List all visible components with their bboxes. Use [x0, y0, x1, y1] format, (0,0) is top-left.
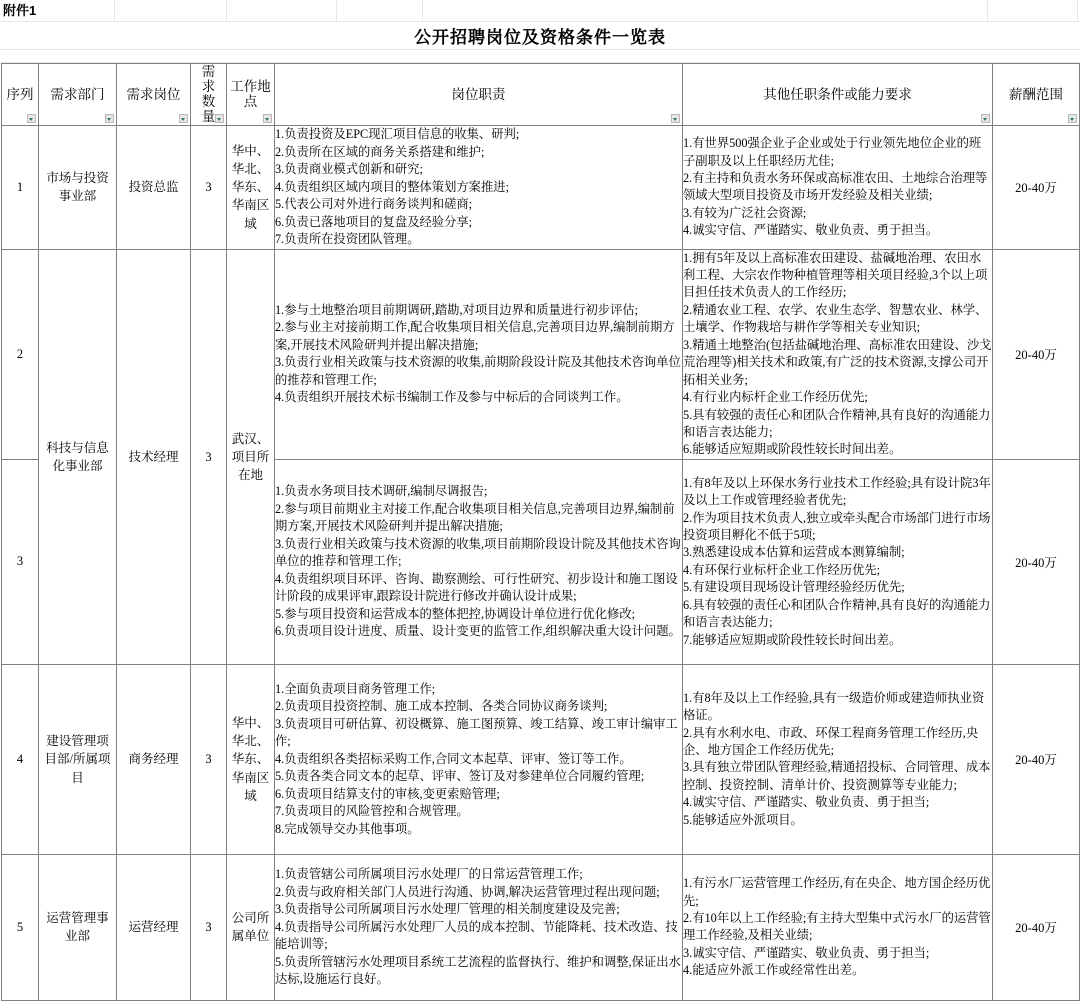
list-item: 1.拥有5年及以上高标准农田建设、盐碱地治理、农田水利工程、大宗农作物种植管理等相关项目经验,3个以上项目担任技术负责人的工作经历;: [683, 250, 988, 300]
column-header-requirements[interactable]: [683, 64, 993, 126]
list-item: 1.有世界500强企业子企业或处于行业领先地位企业的班子副职及以上任职经历尤佳;: [683, 136, 982, 168]
list-item: 6.能够适应短期或阶段性较长时间出差。: [683, 442, 902, 457]
cell-department: [39, 854, 117, 1000]
cell-salary: 20-40万: [993, 249, 1080, 459]
list-item: 3.负责行业相关政策与技术资源的收集,前期阶段设计院及其他技术咨询单位的推荐和管理工作;: [275, 355, 681, 387]
list-item: 5.具有较强的责任心和团队合作精神,具有良好的沟通能力和语言表达能力;: [683, 407, 991, 440]
list-item: 2.有10年以上工作经验;有主持大型集中式污水厂的运营管理工作经验,及相关业绩;: [683, 910, 991, 943]
cell-seq: 3: [2, 459, 39, 664]
cell-seq: 1: [2, 126, 39, 249]
cell-department: [39, 249, 117, 664]
cell-requirements: [683, 459, 993, 664]
cell-location: [227, 249, 275, 664]
list-item: 3.有较为广泛社会资源;: [683, 205, 807, 220]
column-header-location-label: 工作地点: [230, 79, 271, 110]
filter-dropdown-icon[interactable]: [1068, 114, 1077, 123]
filter-dropdown-icon[interactable]: [671, 114, 680, 123]
list-item: 4.能适应外派工作或经常性出差。: [683, 963, 865, 978]
cell-position: [117, 249, 191, 664]
list-item: 2.参与业主对接前期工作,配合收集项目相关信息,完善项目边界,编制前期方案,开展技术风险研判并提出解决措施;: [275, 320, 675, 352]
list-item: 3.负责指导公司所属项目污水处理厂管理的相关制度建设及完善;: [275, 902, 620, 917]
list-item: 1.有8年及以上工作经验,具有一级造价师或建造师执业资格证。: [683, 690, 985, 723]
list-item: 6.负责已落地项目的复盘及经验分享;: [275, 214, 473, 229]
recruitment-table: [1, 63, 1080, 1001]
cell-department-text: 建设管理项目部/所属项目: [44, 734, 111, 785]
cell-salary: 20-40万: [993, 854, 1080, 1000]
list-item: 2.精通农业工程、农学、农业生态学、智慧农业、林学、土壤学、作物栽培与耕作学等相关专业知识;: [683, 302, 988, 335]
cell-quantity: 3: [191, 664, 227, 854]
column-header-position[interactable]: [117, 64, 191, 126]
list-item: 2.作为项目技术负责人,独立或牵头配合市场部门进行市场投资项目孵化不低于5项;: [683, 510, 991, 543]
list-item: 4.诚实守信、严谨踏实、敬业负责、勇于担当。: [683, 223, 939, 238]
list-item: 3.精通土地整治(包括盐碱地治理、高标准农田建设、沙戈荒治理等)相关技术和政策,有广泛的技术资源,支撑公司开拓相关业务;: [683, 337, 992, 387]
cell-duties: [275, 459, 683, 664]
cell-location-text: 公司所属单位: [231, 911, 270, 944]
list-item: 2.负责与政府相关部门人员进行沟通、协调,解决运营管理过程出现问题;: [275, 884, 660, 899]
blank-cell: [988, 0, 1078, 22]
column-header-duties[interactable]: [275, 64, 683, 126]
cell-salary: 20-40万: [993, 126, 1080, 249]
column-header-quantity[interactable]: [191, 64, 227, 126]
list-item: 8.完成领导交办其他事项。: [275, 821, 420, 836]
cell-quantity: 3: [191, 249, 227, 664]
list-item: 3.熟悉建设成本估算和运营成本测算编制;: [683, 545, 905, 560]
list-item: 4.负责组织各类招标采购工作,合同文本起草、评审、签订等工作。: [275, 751, 632, 766]
list-item: 1.全面负责项目商务管理工作;: [275, 681, 436, 696]
table-row[interactable]: [2, 854, 1080, 1000]
cell-requirements: [683, 854, 993, 1000]
column-header-salary[interactable]: [993, 64, 1080, 126]
table-row[interactable]: [2, 664, 1080, 854]
filter-dropdown-icon[interactable]: [215, 114, 224, 123]
list-item: 3.负责商业模式创新和研究;: [275, 162, 423, 177]
list-item: 6.负责项目设计进度、质量、设计变更的监管工作,组织解决重大设计问题。: [275, 624, 681, 639]
blank-cell: [423, 0, 988, 22]
blank-cell: [337, 0, 423, 22]
attachment-label-row: [0, 0, 1080, 22]
cell-requirements: [683, 664, 993, 854]
column-header-department-label: 需求部门: [50, 86, 105, 102]
list-item: 3.具有独立带团队管理经验,精通招投标、合同管理、成本控制、投资控制、清单计价、投资测算等专业能力;: [683, 760, 991, 792]
cell-requirements: [683, 249, 993, 459]
table-row[interactable]: [2, 126, 1080, 249]
cell-requirements: [683, 126, 993, 249]
list-item: 4.诚实守信、严谨踏实、敬业负责、勇于担当;: [683, 795, 930, 810]
cell-department-text: 市场与投资事业部: [46, 171, 109, 204]
list-item: 1.有8年及以上环保水务行业技术工作经验;具有设计院3年及以上工作或管理经验者优先;: [683, 475, 991, 508]
cell-quantity: 3: [191, 854, 227, 1000]
list-item: 2.有主持和负责水务环保或高标准农田、土地综合治理等领域大型项目投资及市场开发经验及相关业绩;: [683, 170, 988, 203]
blank-cell: [227, 0, 337, 22]
table-body: [2, 126, 1080, 1001]
cell-location-text: 华中、华北、华东、华南区域: [231, 716, 270, 803]
list-item: 5.负责所管辖污水处理项目系统工艺流程的监督执行、维护和调整,保证出水达标,设施运行良好。: [275, 954, 681, 987]
list-item: 1.参与土地整治项目前期调研,踏勘,对项目边界和质量进行初步评估;: [275, 302, 639, 317]
column-header-seq[interactable]: [2, 64, 39, 126]
column-header-requirements-label: 其他任职条件或能力要求: [763, 86, 912, 102]
list-item: 4.负责组织项目环评、咨询、勘察测绘、可行性研究、初步设计和施工图设计阶段的成果评审,跟踪设计院进行修改并确认设计成果;: [275, 571, 678, 604]
filter-dropdown-icon[interactable]: [105, 114, 114, 123]
cell-seq: 4: [2, 664, 39, 854]
filter-dropdown-icon[interactable]: [27, 114, 36, 123]
list-item: 5.有建设项目现场设计管理经验经历优先;: [683, 580, 905, 595]
list-item: 2.负责项目投资控制、施工成本控制、各类合同协议商务谈判;: [275, 699, 608, 714]
cell-position: [117, 854, 191, 1000]
spacer-row: [0, 50, 1080, 63]
cell-seq: 2: [2, 249, 39, 459]
cell-duties: [275, 126, 683, 249]
list-item: 5.代表公司对外进行商务谈判和磋商;: [275, 197, 473, 212]
list-item: 4.负责组织开展技术标书编制工作及参与中标后的合同谈判工作。: [275, 390, 629, 405]
list-item: 4.有行业内标杆企业工作经历优先;: [683, 390, 868, 405]
cell-position: [117, 126, 191, 249]
cell-salary: 20-40万: [993, 459, 1080, 664]
cell-location-text: 华中、华北、华东、华南区域: [231, 144, 270, 231]
attachment-label: 附件1: [0, 0, 115, 22]
cell-seq: 5: [2, 854, 39, 1000]
document-title-row: [0, 22, 1080, 50]
cell-location: [227, 126, 275, 249]
column-header-location[interactable]: [227, 64, 275, 126]
column-header-department[interactable]: [39, 64, 117, 126]
list-item: 7.负责项目的风险管控和合规管理。: [275, 804, 469, 819]
list-item: 5.参与项目投资和运营成本的整体把控,协调设计单位进行优化修改;: [275, 606, 636, 621]
list-item: 4.有环保行业标杆企业工作经历优先;: [683, 562, 881, 577]
table-row[interactable]: [2, 249, 1080, 459]
cell-duties: [275, 854, 683, 1000]
list-item: 3.负责行业相关政策与技术资源的收集,项目前期阶段设计院及其他技术咨询单位的推荐和管理工作;: [275, 536, 681, 569]
list-item: 1.有污水厂运营管理工作经历,有在央企、地方国企经历优先;: [683, 876, 991, 908]
cell-position-text: 技术经理: [128, 449, 179, 464]
column-header-quantity-label: 需求数量: [201, 64, 216, 125]
table-header-row: [2, 64, 1080, 126]
page-title: 公开招聘岗位及资格条件一览表: [414, 28, 666, 47]
list-item: 6.具有较强的责任心和团队合作精神,具有良好的沟通能力和语言表达能力;: [683, 597, 991, 630]
cell-department-text: 运营管理事业部: [46, 911, 109, 944]
cell-location-text: 武汉、项目所在地: [231, 431, 270, 482]
filter-dropdown-icon[interactable]: [263, 114, 272, 123]
list-item: 1.负责管辖公司所属项目污水处理厂的日常运营管理工作;: [275, 867, 583, 882]
cell-department: [39, 664, 117, 854]
list-item: 6.负责项目结算支付的审核,变更索赔管理;: [275, 786, 500, 801]
cell-duties: [275, 249, 683, 459]
cell-department: [39, 126, 117, 249]
filter-dropdown-icon[interactable]: [179, 114, 188, 123]
cell-quantity: 3: [191, 126, 227, 249]
list-item: 3.诚实守信、严谨踏实、敬业负责、勇于担当;: [683, 945, 930, 960]
list-item: 5.能够适应外派项目。: [683, 812, 803, 827]
cell-position-text: 商务经理: [128, 752, 179, 767]
cell-position-text: 投资总监: [128, 180, 179, 195]
cell-department-text: 科技与信息化事业部: [46, 440, 109, 473]
blank-cell: [115, 0, 227, 22]
filter-dropdown-icon[interactable]: [981, 114, 990, 123]
list-item: 2.负责所在区域的商务关系搭建和维护;: [275, 144, 485, 159]
cell-salary: 20-40万: [993, 664, 1080, 854]
cell-location: [227, 854, 275, 1000]
cell-duties: [275, 664, 683, 854]
cell-location: [227, 664, 275, 854]
list-item: 2.参与项目前期业主对接工作,配合收集项目相关信息,完善项目边界,编制前期方案,开展技术风险研判并提出解决措施;: [275, 501, 675, 534]
cell-position: [117, 664, 191, 854]
column-header-seq-label: 序列: [6, 86, 34, 102]
list-item: 3.负责项目可研估算、初设概算、施工图预算、竣工结算、竣工审计编审工作;: [275, 716, 678, 749]
list-item: 5.负责各类合同文本的起草、评审、签订及对参建单位合同履约管理;: [275, 769, 645, 784]
list-item: 4.负责指导公司所属污水处理厂人员的成本控制、节能降耗、技术改造、技能培训等;: [275, 919, 678, 952]
column-header-duties-label: 岗位职责: [451, 86, 506, 102]
cell-position-text: 运营经理: [128, 920, 179, 935]
list-item: 1.负责投资及EPC现汇项目信息的收集、研判;: [275, 127, 520, 142]
list-item: 4.负责组织区域内项目的整体策划方案推进;: [275, 179, 509, 194]
list-item: 7.负责所在投资团队管理。: [275, 232, 420, 247]
column-header-position-label: 需求岗位: [126, 86, 181, 102]
column-header-salary-label: 薪酬范围: [1009, 86, 1063, 102]
list-item: 1.负责水务项目技术调研,编制尽调报告;: [275, 484, 488, 499]
list-item: 7.能够适应短期或阶段性较长时间出差。: [683, 632, 902, 647]
list-item: 2.具有水利水电、市政、环保工程商务管理工作经历,央企、地方国企工作经历优先;: [683, 725, 979, 757]
